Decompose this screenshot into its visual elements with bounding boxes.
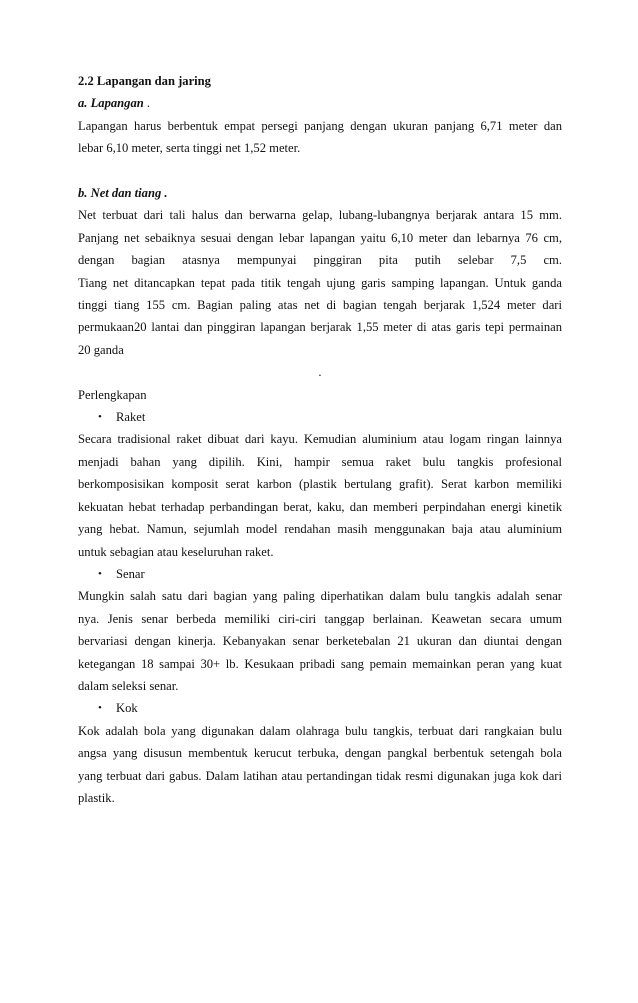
paragraph-line: ketegangan 18 sampai 30+ lb. Kesukaan pribadi sang pemain memainkan peran yang kuat — [78, 656, 562, 671]
paragraph-line: Tiang net ditancapkan tepat pada titik tengah ujung garis samping lapangan. Untuk ganda — [78, 275, 562, 290]
paragraph-line: yang hebat. Namun, sejumlah model rendahan masih menggunakan baja atau aluminium — [78, 522, 562, 537]
bullet-item-senar — [78, 563, 562, 585]
paragraph-line: 20 ganda — [78, 342, 124, 357]
paragraph-line: Lapangan harus berbentuk empat persegi panjang dengan ukuran panjang 6,71 meter dan — [78, 118, 562, 133]
subsection-a-title: a. Lapangan — [78, 96, 144, 111]
bullet-icon: • — [98, 567, 102, 580]
paragraph-line: untuk sebagian atau keseluruhan raket. — [78, 544, 274, 559]
paragraph-line: Secara tradisional raket dibuat dari kayu. Kemudian aluminium atau logam ringan lainnya — [78, 432, 562, 447]
center-dot: . — [318, 365, 322, 380]
paragraph-line: menjadi bahan yang dipilih. Kini, hampir semua raket bulu tangkis profesional — [78, 454, 562, 469]
equipment-title: Perlengkapan — [78, 387, 147, 402]
bullet-item-kok — [78, 697, 562, 719]
paragraph-line: Panjang net sebaiknya sesuai dengan lebar lapangan yaitu 6,10 meter dan lebarnya 76 cm, — [78, 230, 562, 245]
spacer — [78, 160, 562, 182]
paragraph-line: yang terbuat dari gabus. Dalam latihan atau pertandingan tidak resmi digunakan juga kok dari — [78, 768, 562, 783]
bullet-label: Senar — [116, 566, 145, 581]
paragraph-line: Mungkin salah satu dari bagian yang paling diperhatikan dalam bulu tangkis adalah senar — [78, 589, 562, 604]
paragraph-line: berkomposisikan komposit serat karbon (plastik bertulang grafit). Serat karbon memiliki — [78, 477, 562, 492]
paragraph-line: dengan bagian atasnya mempunyai pinggiran pita putih selebar 7,5 cm. — [78, 253, 562, 268]
paragraph-line: lebar 6,10 meter, serta tinggi net 1,52 meter. — [78, 141, 301, 156]
paragraph-line: angsa yang disusun membentuk kerucut terbuka, dengan pangkal berbentuk setengah bola — [78, 746, 562, 761]
paragraph-line: permukaan20 lantai dan pinggiran lapangan berjarak 1,55 meter di atas garis tepi permainan — [78, 320, 562, 335]
section-title: 2.2 Lapangan dan jaring — [78, 74, 211, 88]
paragraph-line: kekuatan hebat terhadap perbandingan berat, kaku, dan memberi perpindahan energi kinetik — [78, 499, 562, 514]
document-page — [78, 70, 562, 809]
bullet-label: Raket — [116, 410, 146, 425]
paragraph-line: nya. Jenis senar berbeda memiliki ciri-ciri tanggap berlainan. Keawetan secara umum — [78, 611, 562, 626]
subsection-a-heading — [78, 92, 562, 114]
bullet-icon: • — [98, 411, 102, 424]
bullet-label: Kok — [116, 701, 138, 716]
paragraph-line: tinggi tiang 155 cm. Bagian paling atas net di bagian tengah berjarak 1,524 meter dari — [78, 298, 562, 313]
paragraph-line: dalam seleksi senar. — [78, 678, 179, 693]
bullet-icon: • — [98, 702, 102, 715]
paragraph-line: Net terbuat dari tali halus dan berwarna gelap, lubang-lubangnya berjarak antara 15 mm. — [78, 208, 562, 223]
subsection-b-title: b. Net dan tiang . — [78, 186, 168, 201]
paragraph-line: bervariasi dengan kinerja. Kebanyakan senar berketebalan 21 ukuran dan diuntai dengan — [78, 634, 562, 649]
bullet-item-raket — [78, 406, 562, 428]
subsection-a-suffix: . — [143, 96, 151, 111]
paragraph-line: plastik. — [78, 790, 115, 805]
paragraph-line: Kok adalah bola yang digunakan dalam olahraga bulu tangkis, terbuat dari rangkaian bulu — [78, 723, 562, 738]
